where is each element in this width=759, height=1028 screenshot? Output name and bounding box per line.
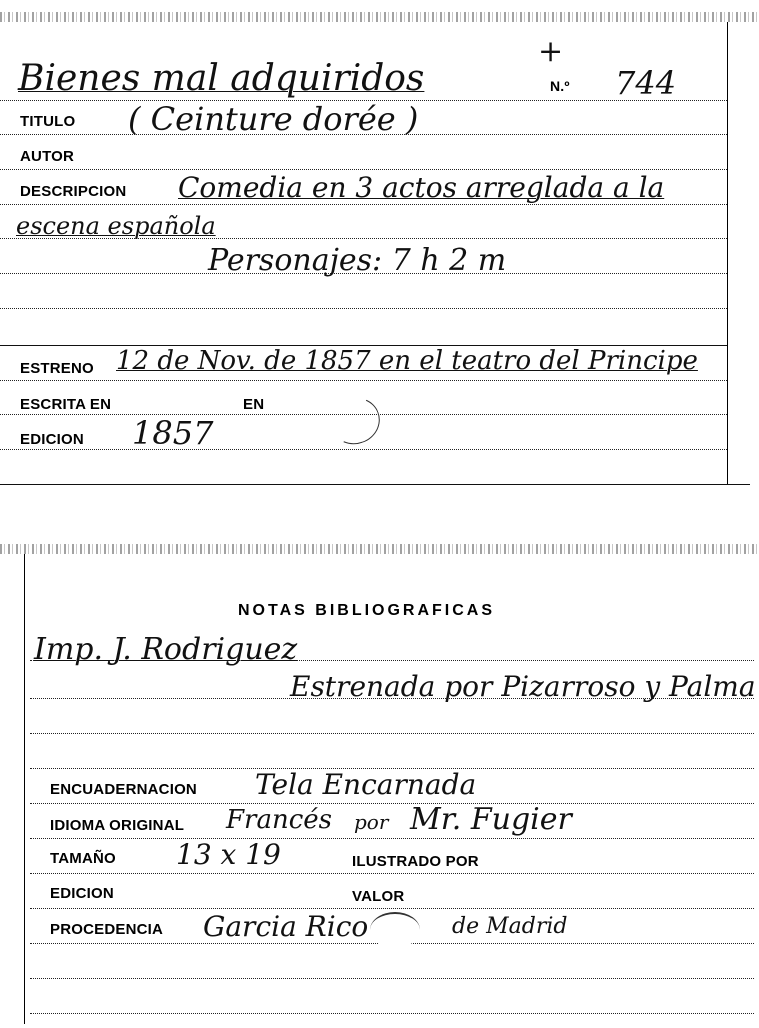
tamano-value: 13 x 19 (176, 838, 281, 871)
procedencia-suffix: de Madrid (452, 914, 568, 939)
rule-line (30, 873, 754, 874)
idioma-author: Mr. Fugier (410, 802, 572, 837)
card-left-border (24, 554, 25, 1024)
punch-hole (370, 912, 420, 948)
procedencia-label: PROCEDENCIA (50, 921, 164, 938)
rule-line (0, 449, 727, 450)
descripcion-value-2: escena española (16, 212, 216, 240)
number-value: 744 (615, 64, 677, 102)
rule-line (30, 838, 754, 839)
number-mark: + (538, 34, 564, 69)
notes-heading: NOTAS BIBLIOGRAFICAS (238, 602, 496, 619)
edicion-value: 1857 (132, 414, 214, 452)
rule-line (0, 169, 727, 170)
edicion-back-label: EDICION (50, 885, 114, 902)
personajes-value: Personajes: 7 h 2 m (208, 243, 507, 278)
rule-line (30, 803, 754, 804)
idioma-label: IDIOMA ORIGINAL (50, 817, 185, 834)
card-bottom-border (0, 484, 750, 485)
encuadernacion-label: ENCUADERNACION (50, 781, 197, 798)
rule-line (30, 908, 754, 909)
card-top-edge (0, 544, 759, 554)
valor-label: VALOR (352, 888, 405, 905)
idioma-value: Francés (226, 805, 333, 835)
estreno-value: 12 de Nov. de 1857 en el teatro del Principe (116, 346, 698, 376)
rule-line (0, 380, 727, 381)
rule-line (30, 733, 754, 734)
encuadernacion-value: Tela Encarnada (255, 768, 477, 801)
procedencia-value: Garcia Rico (203, 910, 369, 943)
notes-line-2: Estrenada por Pizarroso y Palma (290, 670, 756, 703)
en-label: EN (243, 396, 265, 413)
catalog-card-front (0, 0, 759, 495)
descripcion-label: DESCRIPCION (20, 183, 127, 200)
rule-line (30, 1013, 754, 1014)
estreno-label: ESTRENO (20, 360, 94, 377)
autor-label: AUTOR (20, 148, 75, 165)
rule-line (0, 308, 727, 309)
catalog-card-back (0, 540, 759, 1028)
por-label: por (354, 810, 389, 834)
edicion-label: EDICION (20, 431, 84, 448)
descripcion-value-1: Comedia en 3 actos arreglada a la (178, 171, 665, 204)
rule-line (0, 204, 727, 205)
number-label: N.º (550, 78, 570, 94)
card-right-border (727, 22, 728, 484)
notes-line-1: Imp. J. Rodriguez (34, 632, 298, 667)
work-title: Bienes mal adquiridos (18, 58, 425, 99)
titulo-value: ( Ceinture dorée ) (128, 100, 419, 138)
stamp-mark (324, 391, 387, 451)
tamano-label: TAMAÑO (50, 850, 116, 867)
rule-line (30, 978, 754, 979)
titulo-label: TITULO (20, 113, 76, 130)
escrita-en-label: ESCRITA EN (20, 396, 112, 413)
ilustrado-label: ILUSTRADO POR (352, 853, 479, 870)
card-top-edge (0, 12, 759, 22)
